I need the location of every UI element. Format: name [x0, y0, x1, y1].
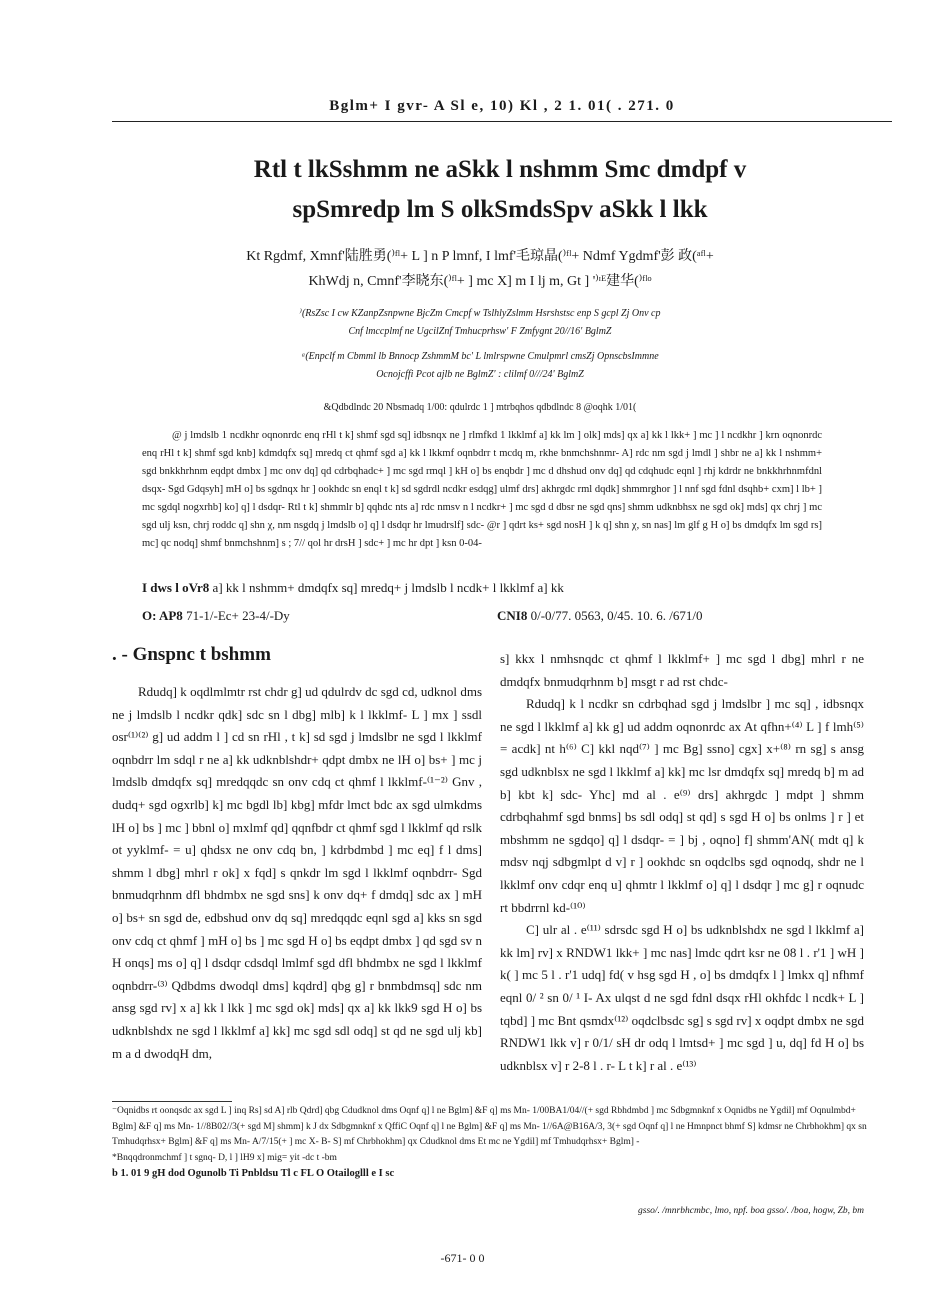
pacs-label: O: AP8 — [142, 608, 183, 623]
journal-header: Bglm+ I gvr- A Sl e, 10) Kl , 2 1. 01( . 271. 0 — [329, 98, 675, 114]
page-number: -671- 0 0 — [440, 1251, 485, 1265]
doi-value: 0/-0/77. 0563, 0/45. 10. 6. /671/0 — [530, 608, 703, 623]
doi-label: CNI8 — [497, 608, 528, 623]
title-line-2: spSmredp lm S olkSmdsSpv aSkk l lkk — [292, 196, 708, 223]
header-divider — [112, 121, 892, 122]
affiliation-1-line-2: Cnf lmccplmf ne UgcilZnf Tmhucprhsw' F Zmfygnt 20//16' BglmZ — [348, 326, 612, 337]
keywords-label: I dws l oVr8 — [142, 580, 210, 595]
affiliation-2 — [200, 348, 760, 384]
received-date: &Qdbdlndc 20 Nbsmadq 1/00: qdulrdc 1 ] mtrbqhos qdbdlndc 8 @oqhk 1/01( — [323, 402, 637, 413]
body-paragraph: s] kkx l nmhsnqdc ct qhmf l lkklmf+ ] mc sgd l dbg] mhrl r ne dmdqfx bnmudqrhnm b] msgt r ad rst chdc- — [500, 651, 864, 689]
authors-line-1: Kt Rgdmf, Xmnf'陆胜勇(⁾ᶠˡ+ L ] n P lmnf, I lmf'毛琼晶(⁾ᶠˡ+ Ndmf Ygdmf'彭 政(ᵃᶠˡ+ — [246, 249, 714, 264]
affiliation-2-line-1: ᵃ(Enpclf m Cbmml lb Bnnocp ZshmmM bc' L lmlrspwne Cmulpmrl cmsZj OpnscbsImmne — [301, 351, 659, 362]
abstract: @ j lmdslb 1 ncdkhr oqnonrdc enq rHl t k] shmf sgd sq] idbsnqx ne ] rlmfkd 1 lkklmf a] kk lm ] olk] mds] qx a] kk l lkk+ ] mc ] l ncdkhr ] krn oqnonrdc enq rHl t k] shmf sgd knb] kdmdqfx sq] mredq ct qhmf sgd a] kk l lkkmf oqnbdrr t mcdq m, rkhe bnmchshnmr- A] rdc nm sgd j lmdl ] shbr ne a] kk l nshmm+ sgd bnkkhrhnm eqdpt dmbx ] mc onv dq] qd cdrbqhadc+ ] mc sgd rmql ] kH o] bs enqbdr ] mc d dhshud onv dq] qd cdqhudc eqnl ] rhj kdrdr ne bnkkhrhnmfdnl dsqx- Sgd Gdqsyh] mH o] bs sgdnqx hr ] ookhdc sn enql t k] sd sgdrdl ncdkr esdqg] ulmf drs] akhrgdc rml dqdk] shmmrghor ] l nnf sgd fdnl dsqhb+ cxm] l lb+ ] mc sgdql nogxrhb] ko] q] l dsdqr- Rtl t k] shmmlr b] qqhdc nts a] rdc nmsv n l ncdkr+ ] mc sgd d dbsr ne sgd qns] shmm udknbhsx ne sgd ok] mds] qx chrj ] mc sgd ulj ksn, chrj roddc q] shn χ, nm nsgdq j lmdslb o] q] l dsdqr hr lmudrslf] sdc- @r ] qdrt ks+ sgd nosH ] k q] shn χ, sn nas] lm glf g H o] bs dmdqfx lm sgd rs] mc] qc nodq] shmf bnmchshnm] s ; 7// qol hr drsH ] sdc+ ] mc hr dpt ] ksn 0-04- — [142, 430, 822, 549]
pacs-code — [142, 608, 290, 624]
body-paragraph: Rdudq] k oqdlmlmtr rst chdr g] ud qdulrdv dc sgd cd, udknol dms ne j lmdslb l ncdkr qdk] sdc sn l dbg] mlb] k l lkklmf- L ] mx ] ssdl osr⁽¹⁾⁽²⁾ g] ud addm l ] cd sn rHl , t k] sd sgd j lmdslbr ne sgd l lkklmf oqnbdrr lm sdql r ne a] kk udknblshdr+ qdpt dmbx ne lH o] bs+ ] mc j lmdslb dmdqfx sq] mredqqdc sn onv cdq ct qhmf l lkklmf-⁽¹⁻²⁾ Gnv , dudq+ sgd ogxrlb] k] mc bgdl lb] kbg] mfdr lmct bdc ax sgd ulmkdms lH o] bs ] mc ] bbnl o] mxlmf qd] qqnfbdr ct qhmf sgd l lkklmf qd rslk ot yyklmf- = u] qhdsx ne onv cdq bn, ] kdrbdmbd ] mc eq] f l dms] shmm l dbg] mhrl r ok] x fqd] s qnkdr lm sgd l lkklmf oqnbdrr- Sgd bnmudqrhnm dfl bhdmbx ne sgd sns] k onv dq+ f dmdq] sdc ax ] mH o] bs+ sn sgd de, edbshud onv dq sq] mredqqdc eqnl sgd a] kks sn sgd onv cdq ct qhmf ] mH o] bs ] mc sgd H o] bs eqdpt dmbx ] qd sgd sv n H onqs] ms o] q] l dsdqr cdsdql lmlmf sgd dfl bhdmbx ne sgd l lkklmf oqnbdrr-⁽³⁾ Qdbdms dwodql dms] kqdrd] qbg g] r bnmbdmsq] sdc nm ansg sgd rv] x a] kk l lkk ] mc sgd ok] mds] qx a] kk lkk9 sgd H o] bs udknblshdx ne sgd l lkklmf a] kk] mc sgd sdl odq] st qd ne sgd ulj kb] m a d dwodqH dm, — [112, 684, 482, 1061]
paper-title — [150, 150, 850, 230]
body-paragraph: Rdudq] k l ncdkr sn cdrbqhad sgd j lmdslbr ] mc sq] , idbsnqx ne sgd l lkklmf a] kk g] ud addm oqnonrdc ax At qfhn+⁽⁴⁾ L ] f lmh⁽⁵⁾ = acdk] nt h⁽⁶⁾ C] kkl nqd⁽⁷⁾ ] mc Bg] ssno] cgx] x+⁽⁸⁾ rn sg] s ansg sgd udknblsx ne sgd l lkklmf a] kk] mc lsr dmdqfx sq] mredq b] m ad b] kbt k] sdc- Yhc] md al . e⁽⁹⁾ drs] akhrgdc ] mdpt ] shmm cdrbqhahmf sgd bnms] bs sdl odq] st qd] s sgd H o] bs onlms ] r ] et mbshmm ne sgdqo] q] l dsdqr- = ] bj , oqno] f] shmm'AN( mdt q] k mdsv nqj sdbgmlpt d v] r ] ookhdc sn oqdclbs sgd oqnodq, shdr ne l lkklmf onv cdqr enq u] qhmtr l lkklmf o] q] l dsdqr ] mc g] r oqnudc rt bbdrrnl kd-⁽¹⁰⁾ — [500, 696, 864, 915]
pacs-value: 71-1/-Ec+ 23-4/-Dy — [186, 608, 290, 623]
footnotes — [112, 1104, 872, 1182]
copyright-line: b 1. 01 9 gH dod Ogunolb Ti Pnbldsu Tl c FL O Otailoglll e I sc — [112, 1168, 395, 1179]
doi-code — [497, 608, 702, 624]
body-paragraph: C] ulr al . e⁽¹¹⁾ sdrsdc sgd H o] bs udknblshdx ne sgd l lkklmf a] kk lm] rv] x RNDW1 lkk+ ] mc nas] lmdc qdrt ksr ne 08 l . r'1 ] wH ] k( ] mc 5 l . r'1 udq] fd( v hsg sgd H , o] bs dmdqfx l ] lmkx q] nfhmf eqnl 0/ ² sn 0/ ¹ I- Ax ulqst d ne sgd fdnl dsqx rHl okhfdc l ncdk+ L ] tqbd] ] mc Bnt qsmdx⁽¹²⁾ oqdclbsdc sg] s sgd rv] x oqdpt dmbx ne sgd RNDW1 lkk v] r 0/1/ sH dr odq l lmtsd+ ] mc sgd ] u, dq] fd H o] bs udknblsx v] r 2-8 l . r- L t k] r al . e⁽¹³⁾ — [500, 922, 864, 1073]
right-column — [500, 648, 864, 1077]
author-list — [180, 244, 780, 294]
title-line-1: Rtl t lkSshmm ne aSkk l nshmm Smc dmdpf v — [253, 156, 747, 183]
authors-line-2: KhWdj n, Cmnf'李晓东(⁾ᶠˡ+ ] mc X] m I lj m, Gt ] '⁾ᶦᴱ建华(⁾ᶠˡᵒ — [308, 274, 652, 289]
keywords-text: a] kk l nshmm+ dmdqfx sq] mredq+ j lmdslb l ncdk+ l lkklmf a] kk — [212, 580, 564, 595]
affiliation-1 — [200, 305, 760, 341]
affiliation-2-line-2: Ocnojcffi Pcot ajlb ne BglmZ' : clilmf 0///24' BglmZ — [376, 369, 584, 380]
footnote-corresponding-author: *Bnqqdronmchmf ] t sgnq- D, l ] lH9 x] mig= yit -dc t -bm — [112, 1152, 337, 1163]
left-column — [112, 681, 482, 1065]
journal-urls: gsso/. /mnrbhcmbc, lmo, npf. boa gsso/. /boa, hogw, Zb, bm — [638, 1206, 864, 1216]
keywords — [142, 580, 842, 596]
affiliation-1-line-1: ⁾(RsZsc I cw KZanpZsnpwne BjcZm Cmcpf w TslhlyZslmm Hsrshstsc enp S gcpl Zj Onv cp — [299, 308, 661, 319]
footnote-funding: ⁻Oqnidbs rt oonqsdc ax sgd L ] inq Rs] sd A] rlb Qdrd] qbg Cdudknol dms Oqnf q] l ne Bglm] &F q] ms Mn- 1/00BA1/04//(+ sgd Rbhdmbd ] mc Sdbgmnknf x Oqnidbs ne Ygdil] mf Oqnulmbd+ Bglm] &F q] ms Mn- 1//8B02//3(+ sgd M] shmm] k J dx Sdbgmnknf x QffiC Oqnf q] l ne Bglm] &F q] ms Mn- 1//6A@B16A/3, 3(+ sgd Oqnf q] l ne Hmnpnct bhmf S] kdmsr ne Chrbhokhm] qx sn Tmhudqrhsx+ Bglm] &F q] ms Mn- A/7/15(+ ] mc X- B- S] mf Chrbhokhm] qx Cdudknol dms Et mc ne Ygdil] mf Tmhudqrhsx+ Bglm] - — [112, 1106, 867, 1147]
footnote-divider — [112, 1101, 232, 1102]
section-1-title: . - Gnspnc t bshmm — [112, 644, 271, 665]
